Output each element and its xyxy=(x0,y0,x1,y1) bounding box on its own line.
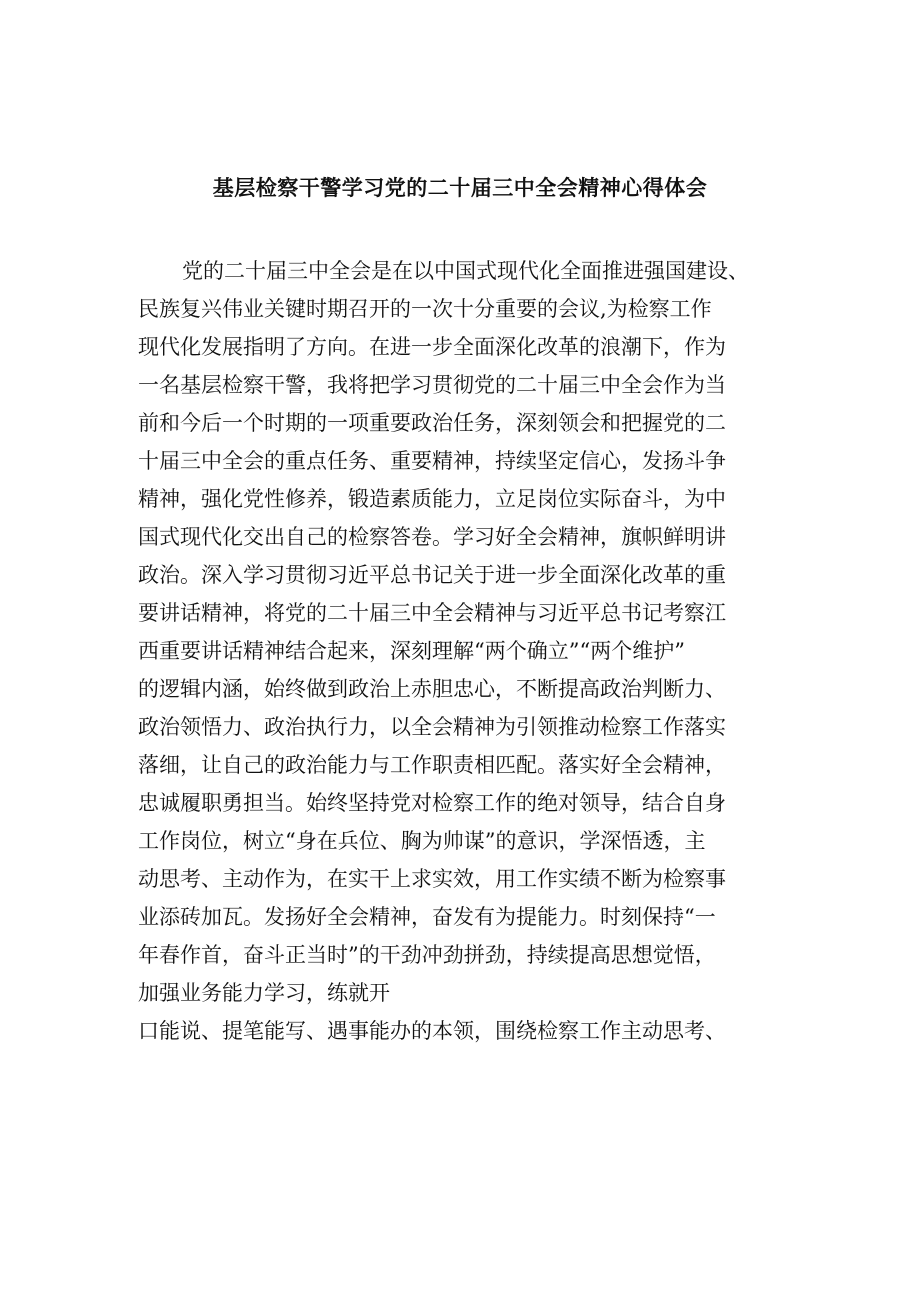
paragraph-line: 西重要讲话精神结合起来，深刻理解“两个确立”“两个维护” xyxy=(138,639,685,663)
paragraph-line: 年春作首，奋斗正当时”的干劲冲劲拼劲，持续提高思想觉悟， xyxy=(138,943,716,967)
paragraph-line: 前和今后一个时期的一项重要政治任务，深刻领会和把握党的二 xyxy=(138,411,726,435)
paragraph-line: 党的二十届三中全会是在以中国式现代化全面推进强国建设、 xyxy=(182,259,749,283)
paragraph-line: 一名基层检察干警，我将把学习贯彻党的二十届三中全会作为当 xyxy=(138,373,726,397)
paragraph-line: 国式现代化交出自己的检察答卷。学习好全会精神，旗帜鲜明讲 xyxy=(138,525,726,549)
document-body xyxy=(138,252,818,1050)
paragraph-line: 政治领悟力、政治执行力，以全会精神为引领推动检察工作落实 xyxy=(138,715,726,739)
paragraph-line: 现代化发展指明了方向。在进一步全面深化改革的浪潮下，作为 xyxy=(138,335,726,359)
paragraph-line: 业添砖加瓦。发扬好全会精神，奋发有为提能力。时刻保持“一 xyxy=(138,905,716,929)
paragraph-line: 的逻辑内涵，始终做到政治上赤胆忠心，不断提高政治判断力、 xyxy=(138,677,726,701)
paragraph-line: 口能说、提笔能写、遇事能办的本领，围绕检察工作主动思考、 xyxy=(138,1019,726,1043)
paragraph-line: 动思考、主动作为，在实干上求实效，用工作实绩不断为检察事 xyxy=(138,867,726,891)
paragraph-line: 工作岗位，树立“身在兵位、胸为帅谋”的意识，学深悟透，主 xyxy=(138,829,706,853)
document-title: 基层检察干警学习党的二十届三中全会精神心得体会 xyxy=(212,176,708,200)
paragraph-line: 政治。深入学习贯彻习近平总书记关于进一步全面深化改革的重 xyxy=(138,563,726,587)
paragraph-line: 忠诚履职勇担当。始终坚持党对检察工作的绝对领导，结合自身 xyxy=(138,791,726,815)
paragraph-line: 要讲话精神，将党的二十届三中全会精神与习近平总书记考察江 xyxy=(138,601,726,625)
paragraph-line: 十届三中全会的重点任务、重要精神，持续坚定信心，发扬斗争 xyxy=(138,449,726,473)
paragraph-line: 加强业务能力学习，练就开 xyxy=(138,981,390,1005)
paragraph-line: 落细，让自己的政治能力与工作职责相匹配。落实好全会精神， xyxy=(138,753,726,777)
paragraph-line: 民族复兴伟业关键时期召开的一次十分重要的会议,为检察工作 xyxy=(138,297,712,321)
paragraph-line: 精神，强化党性修养，锻造素质能力，立足岗位实际奋斗，为中 xyxy=(138,487,726,511)
